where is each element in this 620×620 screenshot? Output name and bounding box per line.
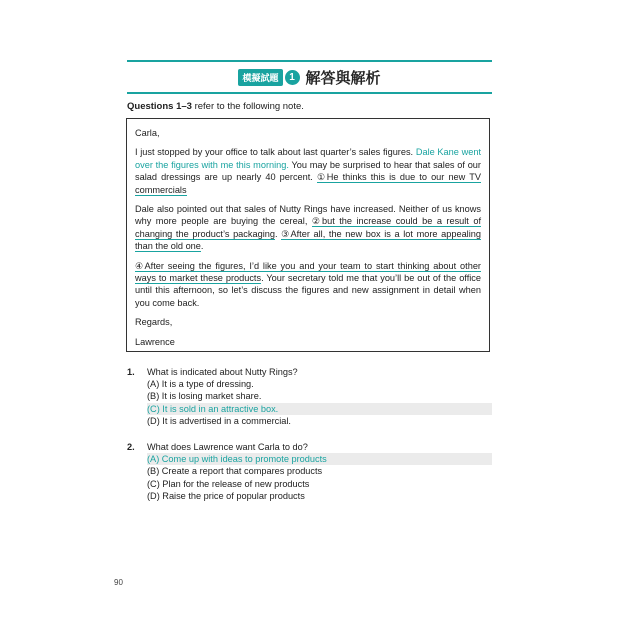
question-text: What does Lawrence want Carla to do? (147, 442, 308, 453)
note-salutation: Carla, (135, 128, 160, 138)
question-1 (127, 366, 492, 427)
answer-option: (C) Plan for the release of new products (147, 478, 310, 489)
note-closing: Regards, (135, 317, 173, 328)
p1-clue-1: ①He thinks this is due to our new TV commercials (135, 172, 481, 195)
p3-text: . Your secretary told me that you’ll be out of the office until this afternoon, so let’s discuss the figures and new assignment in detail when you come back. (135, 273, 481, 308)
page-title: 解答與解析 (305, 69, 381, 87)
questions-intro (127, 101, 304, 112)
question-2 (127, 441, 492, 502)
p2-clue-2: ②but the increase could be a result of changing the product’s packaging (135, 216, 481, 239)
p2-punct: . (274, 228, 282, 239)
answer-option: (D) Raise the price of popular products (147, 490, 305, 501)
correct-answer-option: (C) It is sold in an attractive box. (147, 403, 492, 415)
section-header (127, 60, 492, 94)
note-paragraph-1 (135, 146, 481, 196)
p2-clue-3: ③After all, the new box is a lot more appealing than the old one (135, 228, 481, 252)
answer-option: (B) Create a report that compares products (147, 466, 323, 477)
question-number: 2. (127, 442, 135, 453)
note-paragraph-3 (135, 260, 481, 310)
p1-highlight: Dale Kane went over the figures with me this morning. (135, 147, 481, 170)
p3-clue-4: ④After seeing the figures, I’d like you and your team to start thinking about other ways to market these products (135, 260, 481, 284)
note-box (126, 118, 490, 352)
section-tag: 模擬試題 (238, 69, 282, 86)
page-number: 90 (114, 578, 123, 587)
question-text: What is indicated about Nutty Rings? (147, 367, 298, 377)
correct-answer-option: (A) Come up with ideas to promote products (147, 453, 492, 465)
answer-option: (B) It is losing market share. (147, 391, 262, 402)
answer-option: (D) It is advertised in a commercial. (147, 415, 291, 426)
intro-text: refer to the following note. (191, 101, 304, 112)
answer-option: (A) It is a type of dressing. (147, 379, 254, 390)
p1-text: I just stopped by your office to talk about last quarter’s sales figures. (135, 147, 416, 158)
note-signature: Lawrence (135, 336, 175, 347)
question-list (127, 366, 492, 516)
p2-text: Dale also pointed out that sales of Nutty Rings have increased. Neither of us knows why more people are buying the cereal, (135, 204, 481, 227)
p2-end: . (200, 241, 204, 252)
questions-range: Questions 1–3 (127, 101, 192, 112)
question-number: 1. (127, 367, 135, 377)
section-number-badge: 1 (285, 70, 300, 85)
p1-text-2: You may be surprised to hear that sales of our salad dressings are up nearly 40 percent. (135, 159, 481, 183)
note-paragraph-2 (135, 203, 481, 253)
